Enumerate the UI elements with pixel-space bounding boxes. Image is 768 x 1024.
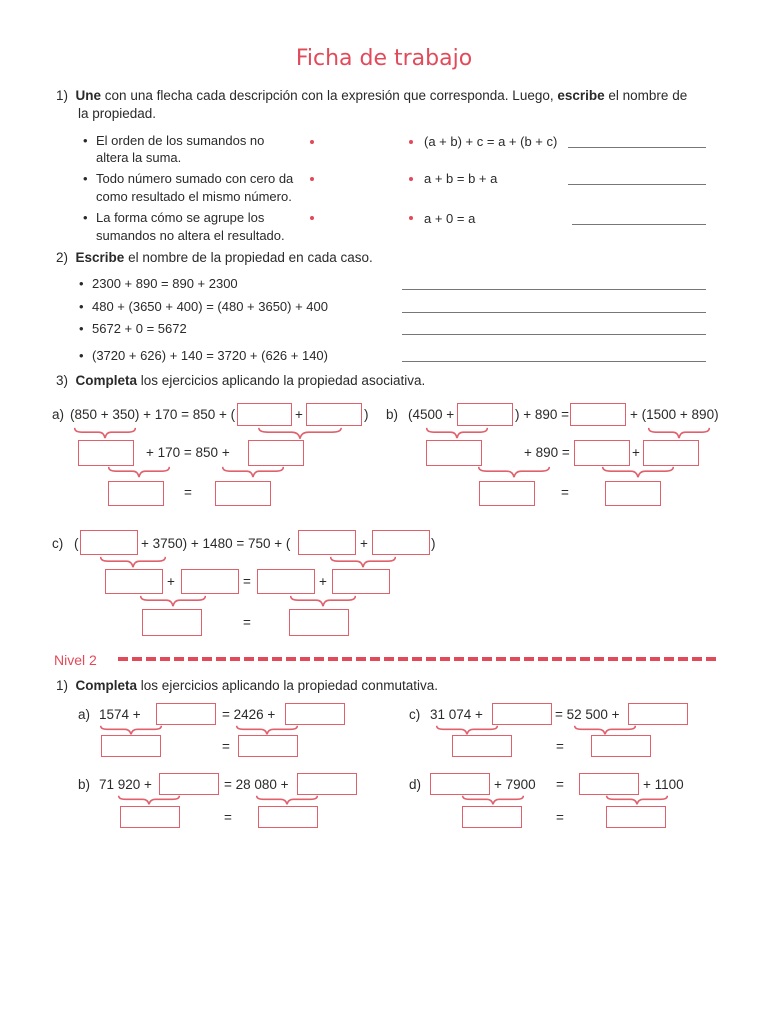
q1-instruction-line2: la propiedad. xyxy=(78,106,157,121)
q3-a-line2: + 170 = 850 + xyxy=(146,445,230,460)
q3-number: 3) xyxy=(56,373,69,388)
q3-text: los ejercicios aplicando la propiedad asociativa. xyxy=(137,373,426,388)
q1-instruction xyxy=(56,88,687,103)
q1-left-dot-1[interactable] xyxy=(310,140,314,144)
n2-d-box-1[interactable] xyxy=(430,773,490,795)
q1-text-1: con una flecha cada descripción con la expresión que corresponda. Luego, xyxy=(101,88,558,103)
q3-c-brace-2 xyxy=(330,556,396,568)
n2-c-expr-1: 31 074 + xyxy=(430,707,483,722)
nivel2-divider xyxy=(118,657,716,661)
nivel2-text: los ejercicios aplicando la propiedad conmutativa. xyxy=(137,678,438,693)
n2-c-box-1[interactable] xyxy=(492,703,552,725)
q1-desc-3a: • La forma cómo se agrupe los xyxy=(96,210,264,225)
q3-a-brace-1 xyxy=(74,427,136,439)
q3-a-plus: + xyxy=(295,407,303,422)
n2-d-eq-1: = xyxy=(556,777,564,792)
n2-d-box-3[interactable] xyxy=(462,806,522,828)
n2-a-box-3[interactable] xyxy=(101,735,161,757)
q3-b-line2: + 890 = xyxy=(524,445,570,460)
q3-c-box-8[interactable] xyxy=(142,609,202,636)
q3-c-label: c) xyxy=(52,536,64,551)
q3-a-brace-4 xyxy=(222,466,284,478)
q3-b-box-1[interactable] xyxy=(457,403,513,426)
n2-c-box-3[interactable] xyxy=(452,735,512,757)
q2-answer-line-2[interactable] xyxy=(402,312,706,313)
q3-a-box-3[interactable] xyxy=(78,440,134,466)
q3-c-plus: + xyxy=(360,536,368,551)
q2-text: el nombre de la propiedad en cada caso. xyxy=(124,250,373,265)
n2-d-label: d) xyxy=(409,777,422,792)
n2-b-box-1[interactable] xyxy=(159,773,219,795)
q2-item-3: • 5672 + 0 = 5672 xyxy=(92,321,187,336)
q1-text-2: el nombre de xyxy=(604,88,688,103)
q3-c-plus-3: + xyxy=(319,574,327,589)
q1-desc-1a: • El orden de los sumandos no xyxy=(96,133,264,148)
n2-c-label: c) xyxy=(409,707,421,722)
q3-c-equals: = xyxy=(243,574,251,589)
q1-desc-1b: altera la suma. xyxy=(96,150,182,165)
n2-c-brace-1 xyxy=(436,725,498,735)
q1-expr-3: a + 0 = a xyxy=(424,211,476,226)
q3-c-box-1[interactable] xyxy=(80,530,138,555)
q3-c-box-4[interactable] xyxy=(105,569,163,594)
q1-desc-2b: como resultado el mismo número. xyxy=(96,189,292,204)
q1-desc-2a: • Todo número sumado con cero da xyxy=(96,171,293,186)
q3-c-box-6[interactable] xyxy=(257,569,315,594)
n2-d-equals: = xyxy=(556,810,564,825)
q1-bold-une: Une xyxy=(75,88,102,103)
n2-b-expr-2: = 28 080 + xyxy=(224,777,289,792)
n2-b-equals: = xyxy=(224,810,232,825)
q1-answer-line-2[interactable] xyxy=(568,184,706,185)
q2-bold-escribe: Escribe xyxy=(75,250,125,265)
n2-a-brace-2 xyxy=(236,725,298,735)
q3-c-close: ) xyxy=(431,536,436,551)
n2-d-brace-2 xyxy=(606,795,668,805)
n2-b-box-4[interactable] xyxy=(258,806,318,828)
q1-left-dot-2[interactable] xyxy=(310,177,314,181)
q3-c-box-3[interactable] xyxy=(372,530,430,555)
q1-desc-3b: sumandos no altera el resultado. xyxy=(96,228,285,243)
q3-a-close: ) xyxy=(364,407,369,422)
nivel2-bold-completa: Completa xyxy=(75,678,138,693)
q3-b-box-7[interactable] xyxy=(605,481,661,506)
q1-left-dot-3[interactable] xyxy=(310,216,314,220)
nivel2-instruction xyxy=(56,678,438,693)
q1-bold-escribe: escribe xyxy=(557,88,605,103)
n2-d-expr-2: + 1100 xyxy=(643,777,684,792)
q3-b-expr-2: ) + 890 = xyxy=(515,407,570,422)
n2-a-label: a) xyxy=(78,707,91,722)
q3-c-brace-1 xyxy=(100,556,166,568)
q3-c-expr: + 3750) + 1480 = 750 + ( xyxy=(141,536,291,551)
n2-a-expr-1: 1574 + xyxy=(99,707,141,722)
q3-c-equals-2: = xyxy=(243,615,251,630)
q3-b-expr-3: + (1500 + 890) xyxy=(630,407,719,422)
n2-b-box-3[interactable] xyxy=(120,806,180,828)
q3-a-equals: = xyxy=(184,485,192,500)
q3-a-box-6[interactable] xyxy=(215,481,271,506)
q3-a-brace-3 xyxy=(108,466,170,478)
n2-c-brace-2 xyxy=(574,725,636,735)
nivel2-number: 1) xyxy=(56,678,69,693)
q3-b-label: b) xyxy=(386,407,399,422)
n2-a-box-2[interactable] xyxy=(285,703,345,725)
q3-instruction xyxy=(56,373,425,388)
q3-c-box-9[interactable] xyxy=(289,609,349,636)
q3-a-brace-2 xyxy=(258,427,342,439)
n2-a-brace-1 xyxy=(100,725,162,735)
q2-answer-line-4[interactable] xyxy=(402,361,706,362)
q1-right-dot-3[interactable] xyxy=(409,216,413,220)
q1-expr-2: a + b = b + a xyxy=(424,171,498,186)
q2-answer-line-1[interactable] xyxy=(402,289,706,290)
q1-answer-line-3[interactable] xyxy=(572,224,706,225)
q3-b-box-2[interactable] xyxy=(570,403,626,426)
n2-c-box-4[interactable] xyxy=(591,735,651,757)
n2-c-box-2[interactable] xyxy=(628,703,688,725)
q1-right-dot-2[interactable] xyxy=(409,177,413,181)
q2-item-1: • 2300 + 890 = 890 + 2300 xyxy=(92,276,238,291)
q3-c-open: ( xyxy=(74,536,79,551)
q3-b-brace-4 xyxy=(602,466,674,478)
q3-a-label: a) xyxy=(52,407,65,422)
q2-instruction xyxy=(56,250,373,265)
n2-b-brace-2 xyxy=(256,795,318,805)
q3-b-expr-1: (4500 + xyxy=(408,407,455,422)
n2-a-expr-2: = 2426 + xyxy=(222,707,276,722)
n2-b-expr-1: 71 920 + xyxy=(99,777,152,792)
page-title: Ficha de trabajo xyxy=(295,46,473,71)
q3-bold-completa: Completa xyxy=(75,373,138,388)
q3-a-box-5[interactable] xyxy=(108,481,164,506)
q3-b-equals: = xyxy=(561,485,569,500)
n2-a-box-4[interactable] xyxy=(238,735,298,757)
n2-c-equals: = xyxy=(556,739,564,754)
q3-a-box-4[interactable] xyxy=(248,440,304,466)
q2-answer-line-3[interactable] xyxy=(402,334,706,335)
q3-b-box-6[interactable] xyxy=(479,481,535,506)
q1-expr-1: (a + b) + c = a + (b + c) xyxy=(424,134,558,149)
q3-b-box-4[interactable] xyxy=(574,440,630,466)
q3-a-expr: (850 + 350) + 170 = 850 + ( xyxy=(70,407,236,422)
n2-d-box-4[interactable] xyxy=(606,806,666,828)
q3-b-plus: + xyxy=(632,445,640,460)
q3-c-brace-3 xyxy=(140,595,206,607)
n2-a-equals: = xyxy=(222,739,230,754)
n2-b-label: b) xyxy=(78,777,91,792)
n2-b-box-2[interactable] xyxy=(297,773,357,795)
q3-b-brace-3 xyxy=(478,466,550,478)
q3-b-box-5[interactable] xyxy=(643,440,699,466)
q2-item-2: • 480 + (3650 + 400) = (480 + 3650) + 400 xyxy=(92,299,328,314)
q2-item-4: • (3720 + 626) + 140 = 3720 + (626 + 140) xyxy=(92,348,328,363)
q2-number: 2) xyxy=(56,250,69,265)
q1-answer-line-1[interactable] xyxy=(568,147,706,148)
q1-number: 1) xyxy=(56,88,69,103)
q3-c-box-2[interactable] xyxy=(298,530,356,555)
n2-d-brace-1 xyxy=(462,795,524,805)
n2-b-brace-1 xyxy=(118,795,180,805)
n2-d-expr-1: + 7900 xyxy=(494,777,536,792)
n2-a-box-1[interactable] xyxy=(156,703,216,725)
q3-a-box-1[interactable] xyxy=(237,403,292,426)
q3-b-brace-2 xyxy=(648,427,710,439)
q3-c-box-7[interactable] xyxy=(332,569,390,594)
q3-c-box-5[interactable] xyxy=(181,569,239,594)
q3-b-box-3[interactable] xyxy=(426,440,482,466)
n2-d-box-2[interactable] xyxy=(579,773,639,795)
n2-c-expr-2: = 52 500 + xyxy=(555,707,620,722)
q3-a-box-2[interactable] xyxy=(306,403,362,426)
q3-b-brace-1 xyxy=(426,427,488,439)
nivel2-heading: Nivel 2 xyxy=(54,652,97,668)
q1-right-dot-1[interactable] xyxy=(409,140,413,144)
q3-c-brace-4 xyxy=(290,595,356,607)
q3-c-plus-2: + xyxy=(167,574,175,589)
